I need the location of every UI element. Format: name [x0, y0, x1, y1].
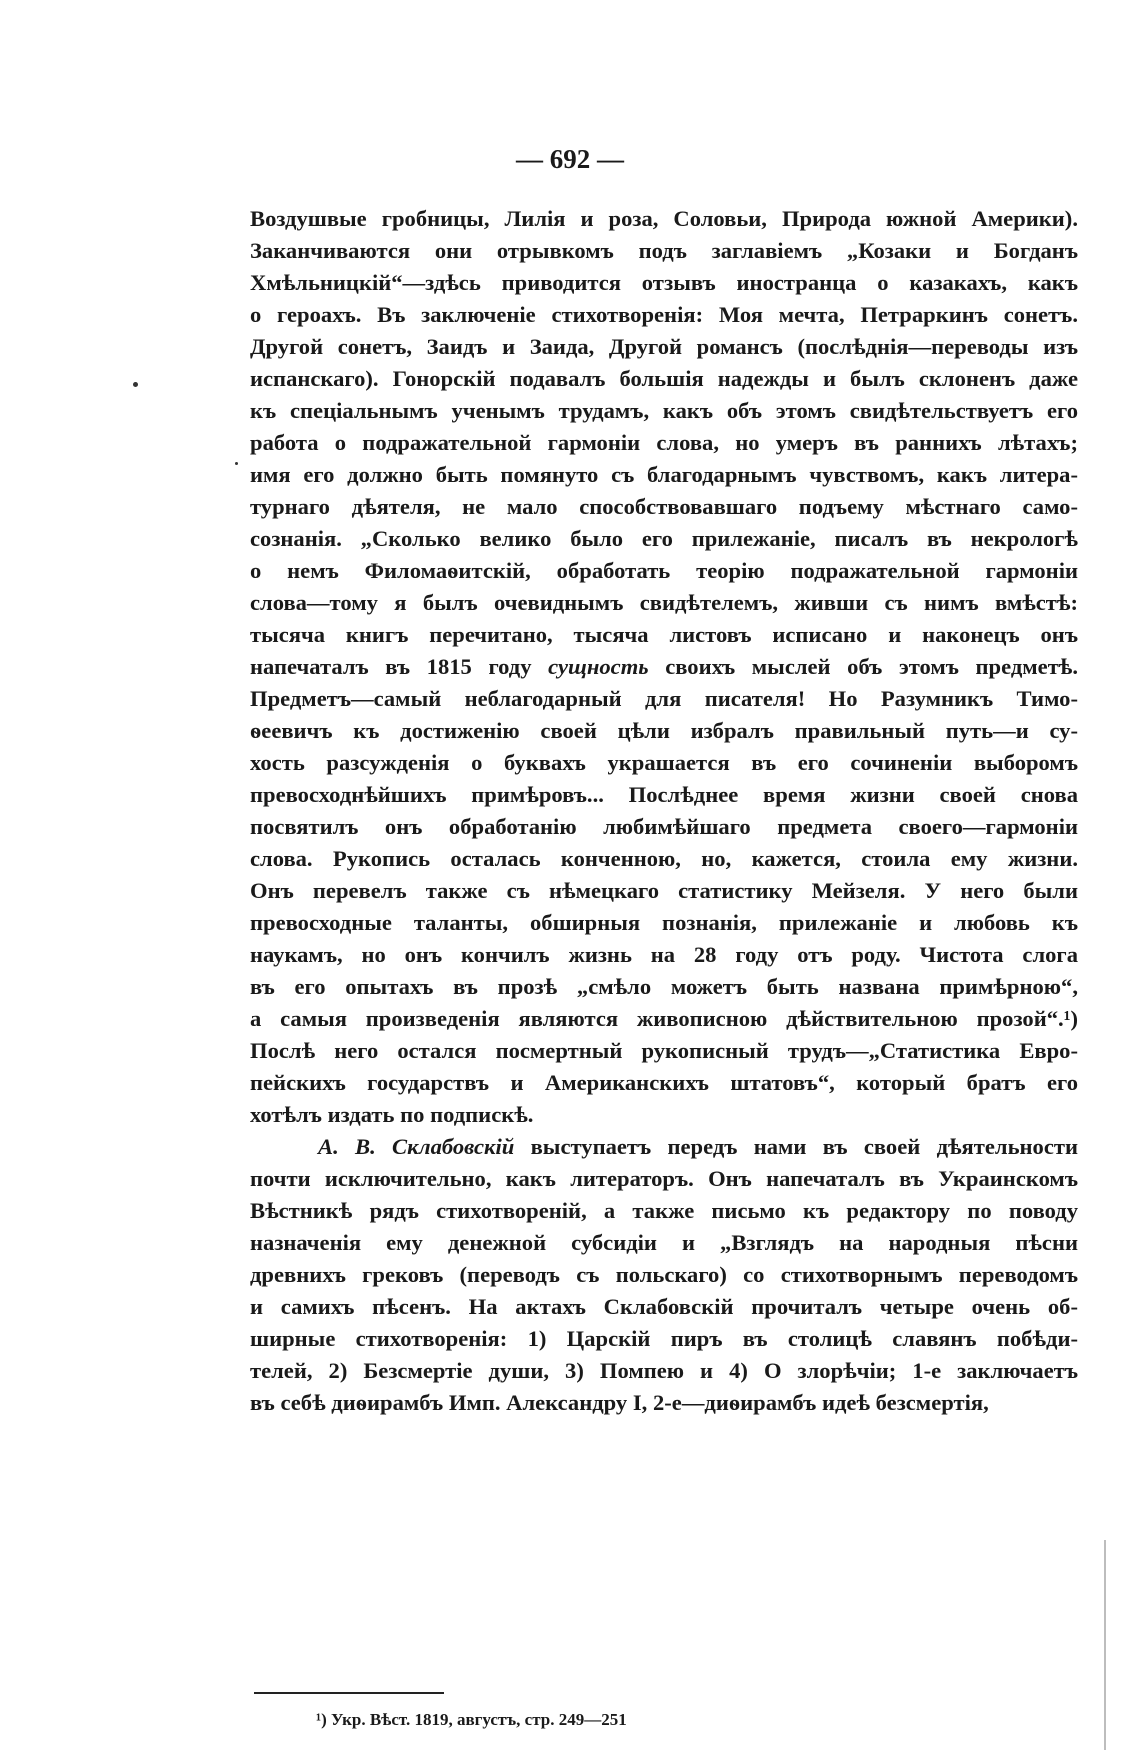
text-line: слова—тому я былъ очевиднымъ свидѣтелемъ, живши съ нимъ вмѣстѣ: — [250, 590, 1078, 615]
text-line: древнихъ грековъ (переводъ съ польскаго) со стихотворнымъ переводомъ — [250, 1262, 1078, 1287]
text-line: Заканчиваются они отрывкомъ подъ заглавіемъ „Козаки и Богданъ — [250, 238, 1078, 263]
text-line: Онъ перевелъ также съ нѣмецкаго статистику Мейзеля. У него были — [250, 878, 1078, 903]
text-line: наукамъ, но онъ кончилъ жизнь на 28 году отъ роду. Чистота слога — [250, 942, 1078, 967]
text-line: тысяча книгъ перечитано, тысяча листовъ исписано и наконецъ онъ — [250, 622, 1078, 647]
text-line: посвятилъ онъ обработанію любимѣйшаго предмета своего—гармоніи — [250, 814, 1078, 839]
text-line: хотѣлъ издать по подпискѣ. — [250, 1102, 534, 1127]
margin-dot — [133, 382, 138, 387]
body-text — [250, 203, 1078, 1419]
footnote: ¹) Укр. Вѣст. 1819, августъ, стр. 249—251 — [316, 1710, 627, 1729]
text-line: Послѣ него остался посмертный рукописный трудъ—„Статистика Евро- — [250, 1038, 1078, 1063]
text-line: а самыя произведенія являются живописною дѣйствительною прозой“.¹) — [250, 1006, 1078, 1031]
text-line: хость разсужденія о буквахъ украшается въ его сочиненіи выборомъ — [250, 750, 1078, 775]
text-line: напечаталъ въ 1815 году сущность своихъ мыслей объ этомъ предметѣ. — [250, 654, 1078, 679]
text-line: почти исключительно, какъ литераторъ. Онъ напечаталъ въ Украинскомъ — [250, 1166, 1078, 1191]
text-line: Хмѣльницкій“—здѣсь приводится отзывъ иностранца о казакахъ, какъ — [250, 270, 1078, 295]
margin-dot — [235, 462, 238, 465]
page-number: — 692 — — [516, 144, 624, 174]
text-line: ширные стихотворенія: 1) Царскій пиръ въ столицѣ славянъ побѣди- — [250, 1326, 1078, 1351]
text-line: пейскихъ государствъ и Американскихъ штатовъ“, который братъ его — [250, 1070, 1078, 1095]
text-line: сознанія. „Сколько велико было его прилежаніе, писалъ въ некрологѣ — [250, 526, 1078, 551]
text-line: Вѣстникѣ рядъ стихотвореній, а также письмо къ редактору по поводу — [250, 1198, 1078, 1223]
text-line: имя его должно быть помянуто съ благодарнымъ чувствомъ, какъ литера- — [250, 462, 1078, 487]
text-line: и самихъ пѣсенъ. На актахъ Склабовскій прочиталъ четыре очень об- — [250, 1294, 1078, 1319]
text-line: ѳеевичъ къ достиженію своей цѣли избралъ правильный путь—и су- — [250, 718, 1078, 743]
text-line: въ его опытахъ въ прозѣ „смѣло можетъ быть названа примѣрною“, — [250, 974, 1078, 999]
text-line: о немъ Филомаѳитскій, обработать теорію подражательной гармоніи — [250, 558, 1078, 583]
text-line: о героахъ. Въ заключеніе стихотворенія: Моя мечта, Петраркинъ сонетъ. — [250, 302, 1078, 327]
text-line: А. В. Склабовскій выступаетъ передъ нами въ своей дѣятельности — [318, 1134, 1078, 1159]
text-line: превосходнѣйшихъ примѣровъ... Послѣднее время жизни своей снова — [250, 782, 1078, 807]
text-line: Предметъ—самый неблагодарный для писателя! Но Разумникъ Тимо- — [250, 686, 1078, 711]
page-edge-shadow — [1104, 1540, 1106, 1750]
text-line: слова. Рукопись осталась конченною, но, кажется, стоила ему жизни. — [250, 846, 1078, 871]
text-line: назначенія ему денежной субсидіи и „Взглядъ на народныя пѣсни — [250, 1230, 1078, 1255]
text-line: Воздушвые гробницы, Лилія и роза, Соловьи, Природа южной Америки). — [250, 206, 1078, 231]
italic-phrase: сущность — [548, 654, 649, 679]
text-line: въ себѣ диѳирамбъ Имп. Александру I, 2-е—диѳирамбъ идеѣ безсмертія, — [250, 1390, 989, 1415]
text-line: испанскаго). Гонорскій подавалъ большія надежды и былъ склоненъ даже — [250, 366, 1078, 391]
text-line: Другой сонетъ, Заидъ и Заида, Другой романсъ (послѣднія—переводы изъ — [250, 334, 1078, 359]
text-line: работа о подражательной гармоніи слова, но умеръ въ раннихъ лѣтахъ; — [250, 430, 1078, 455]
footnote-rule — [254, 1692, 444, 1694]
text-line: турнаго дѣятеля, не мало способствовавшаго подъему мѣстнаго само- — [250, 494, 1078, 519]
text-line: телей, 2) Безсмертіе души, 3) Помпею и 4) О злорѣчіи; 1-е заключаетъ — [250, 1358, 1078, 1383]
text-line: превосходные таланты, обширныя познанія, прилежаніе и любовь къ — [250, 910, 1078, 935]
text-line: къ спеціальнымъ ученымъ трудамъ, какъ объ этомъ свидѣтельствуетъ его — [250, 398, 1078, 423]
italic-phrase: А. В. Склабовскій — [318, 1134, 515, 1159]
